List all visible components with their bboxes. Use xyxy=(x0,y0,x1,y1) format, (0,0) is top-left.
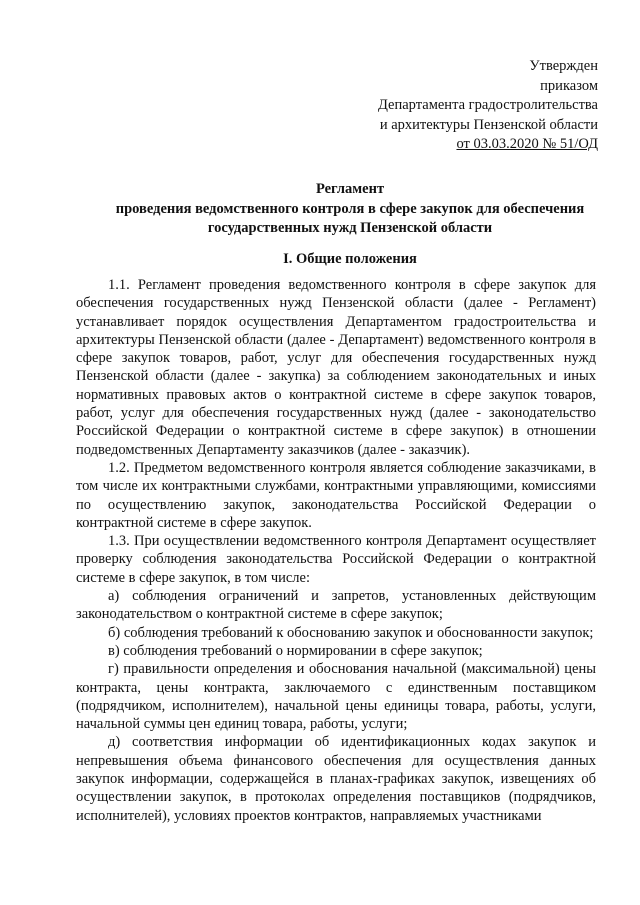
approval-line-order-number: от 03.03.2020 № 51/ОД xyxy=(456,136,598,152)
approval-line-architecture: и архитектуры Пензенской области xyxy=(379,116,598,133)
approval-stamp xyxy=(378,57,598,155)
document-title xyxy=(90,180,610,239)
approval-line-department: Департамента градостролительства xyxy=(377,97,598,113)
paragraph-item-b: б) соблюдения требований к обоснованию закупок и обоснованности закупок; xyxy=(108,624,594,641)
paragraph-item-g: г) правильности определения и обоснования начальной (максимальной) цены контракта, цены контракта, заключаемого с единственным поставщиком (подрядчиком, исполнителем), начальной цены единицы товара, работы, услуги, начальной суммы цен единиц товара, работы, услуги; xyxy=(76,661,596,733)
paragraph-1-2: 1.2. Предметом ведомственного контроля является соблюдение заказчиками, в том числе их контрактными службами, контрактными управляющими, комиссиями по осуществлению закупок, законодательства Российской Федерации о контрактной системе в сфере закупок. xyxy=(76,459,596,531)
approval-line-approved: Утвержден xyxy=(529,58,598,74)
paragraph-item-a: а) соблюдения ограничений и запретов, установленных действующим законодательством о контрактной системе в сфере закупок; xyxy=(76,588,596,623)
title-line-2: проведения ведомственного контроля в сфере закупок для обеспечения xyxy=(115,200,585,217)
paragraph-item-v: в) соблюдения требований о нормировании в сфере закупок; xyxy=(108,642,483,659)
document-body xyxy=(76,276,596,825)
paragraph-1-3: 1.3. При осуществлении ведомственного контроля Департамент осуществляет проверку соблюдения законодательства Российской Федерации о контрактной системе в сфере закупок, в том числе: xyxy=(76,533,596,586)
paragraph-1-1: 1.1. Регламент проведения ведомственного контроля в сфере закупок для обеспечения государственных нужд Пензенской области (далее - Регламент) устанавливает порядок осуществления Департаментом градостроительства и архитектуры Пензенской области (далее - Департамент) ведомственного контроля в сфере закупок товаров, работ, услуг для обеспечения государственных нужд Пензенской области (далее - закупка) за соблюдением законодательных и иных нормативных правовых актов о контрактной системе в сфере закупок товаров, работ, услуг для обеспечения государственных нужд (далее - законодательство Российской Федерации о контрактной системе в сфере закупок) в отношении подведомственных Департаменту заказчиков (далее - заказчик). xyxy=(76,277,596,458)
title-line-3: государственных нужд Пензенской области xyxy=(207,220,493,236)
title-line-1: Регламент xyxy=(315,181,385,197)
section-heading: I. Общие положения xyxy=(283,251,417,267)
paragraph-item-d: д) соответствия информации об идентификационных кодах закупок и непревышения объема финансового обеспечения для осуществления данных закупок информации, содержащейся в планах-графиках закупок, извещениях об осуществлении закупок, в протоколах определения поставщиков (подрядчиков, исполнителей), условиях проектов контрактов, направляемых участниками xyxy=(76,734,596,824)
approval-line-order: приказом xyxy=(540,77,598,94)
